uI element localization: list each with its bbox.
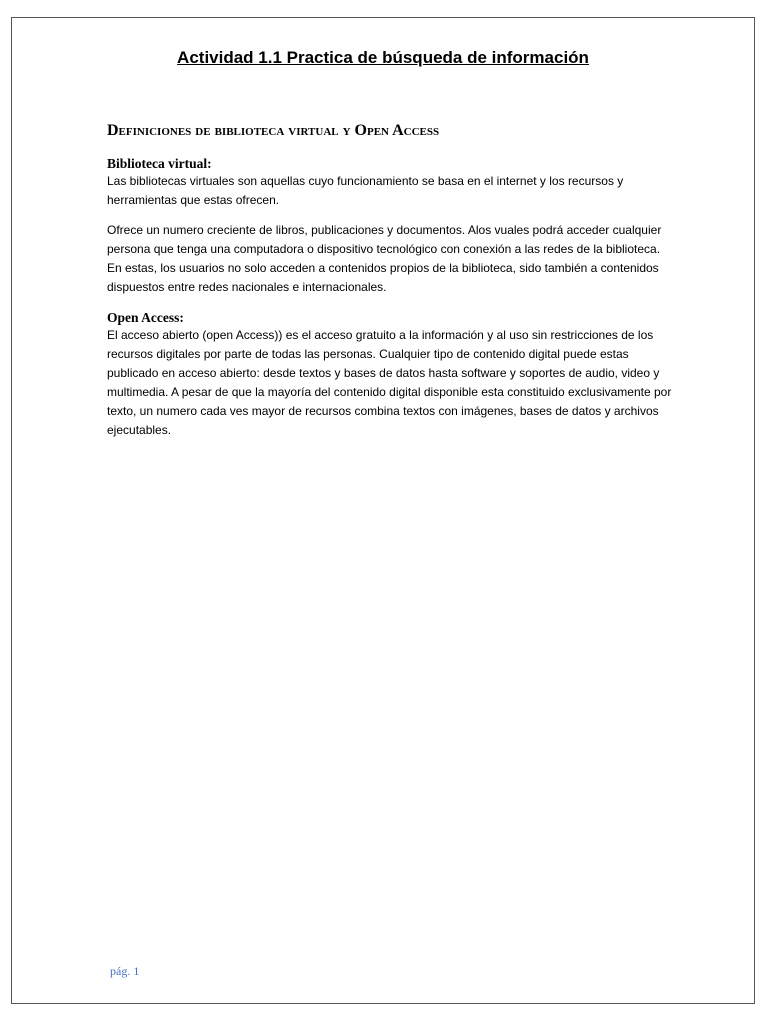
biblioteca-virtual-section <box>107 155 672 210</box>
biblioteca-virtual-paragraph-2: Ofrece un numero creciente de libros, publicaciones y documentos. Alos vuales podrá acceder cualquier persona que tenga una computadora o dispositivo tecnológico con conexión a las redes de la biblioteca. En estas, los usuarios no solo acceden a contenidos propios de la biblioteca, sido también a contenidos dispuestos entre redes nacionales e internacionales. <box>107 223 662 294</box>
biblioteca-virtual-paragraph-2-block <box>107 221 672 297</box>
page-number: pág. 1 <box>110 964 140 978</box>
open-access-paragraph: El acceso abierto (open Access)) es el acceso gratuito a la información y al uso sin restricciones de los recursos digitales por parte de todas las personas. Cualquier tipo de contenido digital puede estas publicado en acceso abierto: desde textos y bases de datos hasta software y soportes de audio, video y multimedia. A pesar de que la mayoría del contenido digital disponible esta constituido exclusivamente por texto, un numero cada ves mayor de recursos combina textos con imágenes, bases de datos y archivos ejecutables. <box>107 328 672 437</box>
document-page <box>11 17 755 1004</box>
biblioteca-virtual-paragraph-1: Las bibliotecas virtuales son aquellas cuyo funcionamiento se basa en el internet y los recursos y herramientas que estas ofrecen. <box>107 174 624 207</box>
document-title: Actividad 1.1 Practica de búsqueda de información <box>177 48 589 67</box>
biblioteca-virtual-heading: Biblioteca virtual: <box>107 156 212 171</box>
section-heading: Definiciones de biblioteca virtual y Open Access <box>107 122 440 139</box>
open-access-heading: Open Access: <box>107 310 184 325</box>
open-access-section <box>107 309 672 440</box>
